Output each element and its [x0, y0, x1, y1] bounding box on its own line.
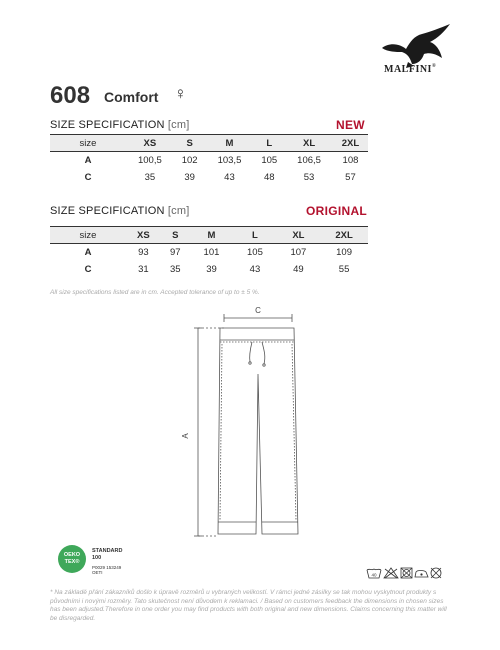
no-bleach-icon	[384, 568, 398, 578]
section-title-original: SIZE SPECIFICATION [cm]	[50, 205, 190, 217]
section-title-new: SIZE SPECIFICATION [cm]	[50, 119, 190, 131]
oeko-tex-badge: OEKO TEX®	[58, 545, 86, 573]
pants-diagram	[180, 304, 310, 544]
footnote: * Na základě přání zákazníků došlo k úpravě rozměrů u vybraných velikostí. V rámci jedné zásilky se tak mohou vyskytnout produkty s původními i novými rozměry. Tato skutečnost není důvodem k reklamaci. / Based on customers feedback the dimensions in chosen sizes has been adjusted.Therefore in one order you may find products with both original and new dimensions. Claims concerning this matter will be disregarded.	[50, 589, 447, 622]
standard-label: STANDARD 100	[92, 548, 123, 561]
no-dry-clean-icon	[431, 568, 441, 578]
size-table-new	[50, 134, 368, 186]
table-row: C 35 39 43 48 53 57	[84, 172, 356, 183]
product-name: Comfort	[104, 89, 159, 105]
table-row: A 100,5 102 103,5 105 106,5 108	[84, 155, 359, 166]
wash-temp-label: 40	[371, 572, 377, 578]
label-original: ORIGINAL	[306, 204, 368, 218]
diagram-label-c: C	[255, 306, 261, 315]
iron-low-icon	[415, 571, 428, 578]
product-number: 608	[50, 82, 91, 109]
label-new: NEW	[336, 118, 365, 132]
table-header-row: size XS S M L XL 2XL	[50, 227, 368, 244]
no-tumble-dry-icon	[401, 568, 412, 578]
brand-name: MALFINI®	[384, 64, 437, 75]
tolerance-note: All size specifications listed are in cm. Accepted tolerance of up to ± 5 %.	[50, 289, 260, 296]
care-symbols	[366, 566, 450, 580]
diagram-label-a: A	[181, 433, 190, 439]
size-table-original	[50, 226, 368, 278]
table-header-row: size XS S M L XL 2XL	[50, 135, 368, 152]
table-row: C 31 35 39 43 49 55	[84, 264, 350, 275]
female-symbol-icon: ♀	[174, 84, 187, 103]
table-row: A 93 97 101 105 107 109	[84, 247, 352, 258]
certificate-code: P0029 153249 OETI	[92, 565, 122, 575]
